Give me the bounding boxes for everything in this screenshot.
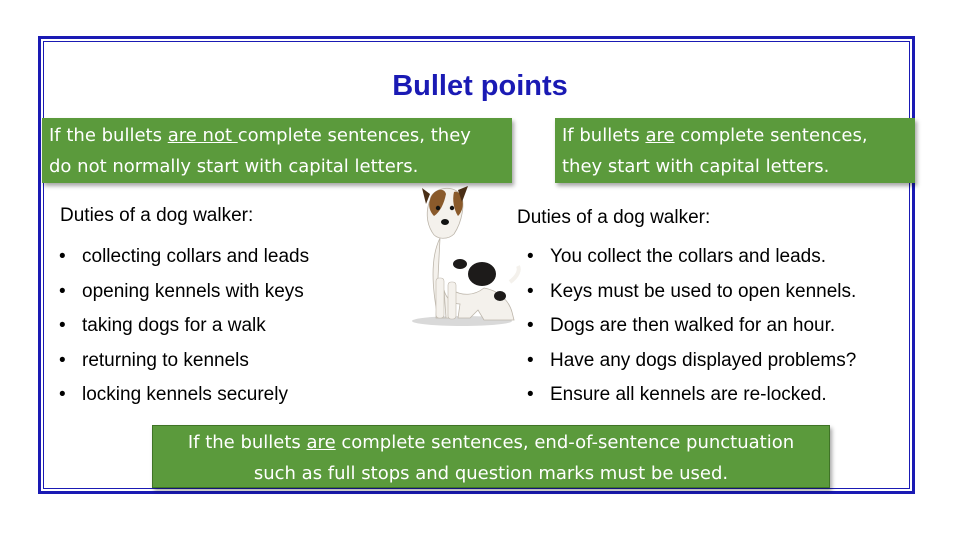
list-item: • opening kennels with keys bbox=[59, 275, 309, 310]
right-note-line1: If bullets are complete sentences, bbox=[562, 125, 868, 146]
bullet-icon: • bbox=[59, 349, 66, 371]
bottom-note-box bbox=[152, 425, 830, 488]
bottom-note-line2: such as full stops and question marks must be used. bbox=[253, 463, 729, 484]
bullet-icon: • bbox=[527, 246, 534, 267]
list-item: • returning to kennels bbox=[59, 344, 309, 379]
left-bullet-list bbox=[59, 240, 309, 413]
right-column-heading: Duties of a dog walker: bbox=[517, 207, 711, 228]
left-column-heading: Duties of a dog walker: bbox=[60, 205, 254, 226]
list-item: • Have any dogs displayed problems? bbox=[527, 344, 856, 379]
bullet-icon: • bbox=[527, 315, 534, 336]
bottom-note-line1: If the bullets are complete sentences, end-of-sentence punctuation bbox=[187, 432, 795, 453]
bullet-icon: • bbox=[59, 246, 66, 267]
list-item: • Dogs are then walked for an hour. bbox=[527, 309, 856, 344]
bullet-icon: • bbox=[59, 384, 66, 405]
bullet-icon: • bbox=[59, 315, 66, 336]
list-item: • collecting collars and leads bbox=[59, 240, 309, 275]
right-bullet-list bbox=[527, 240, 856, 413]
left-note-box bbox=[42, 118, 512, 183]
right-note-line2: they start with capital letters. bbox=[562, 156, 830, 177]
bullet-icon: • bbox=[527, 349, 534, 371]
bullet-icon: • bbox=[527, 280, 534, 302]
list-item: • Ensure all kennels are re-locked. bbox=[527, 378, 856, 413]
list-item: • Keys must be used to open kennels. bbox=[527, 275, 856, 310]
left-note-line1: If the bullets are not complete sentences, they bbox=[49, 125, 471, 146]
bullet-icon: • bbox=[527, 384, 534, 405]
list-item: • taking dogs for a walk bbox=[59, 309, 309, 344]
left-note-line2: do not normally start with capital letters. bbox=[49, 156, 419, 177]
right-note-box bbox=[555, 118, 915, 183]
list-item: • You collect the collars and leads. bbox=[527, 240, 856, 275]
bullet-icon: • bbox=[59, 280, 66, 302]
slide-title: Bullet points bbox=[392, 70, 568, 102]
dog-image bbox=[400, 178, 525, 328]
list-item: • locking kennels securely bbox=[59, 378, 309, 413]
